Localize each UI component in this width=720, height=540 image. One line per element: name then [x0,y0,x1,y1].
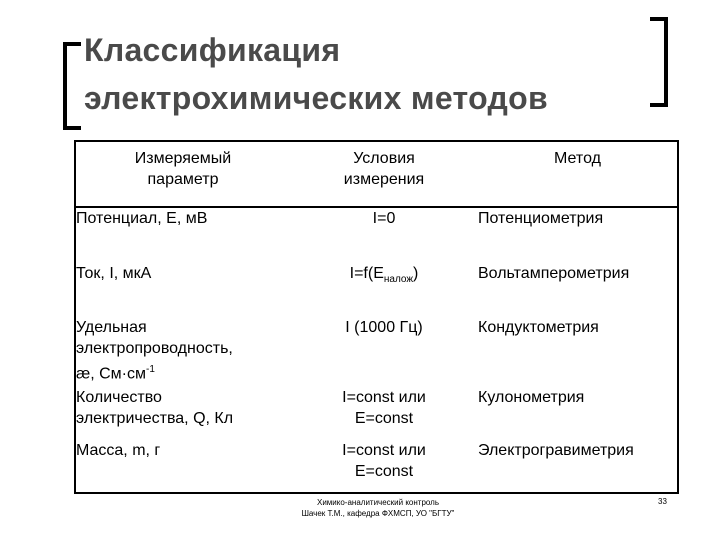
table-row [75,263,678,317]
header-parameter-text: Измеряемый параметр [134,150,232,188]
condition-cell: I=0 [372,210,396,228]
header-conditions [290,141,478,207]
table-row [75,207,678,262]
condition-line: I=const или [342,389,426,407]
condition-line: E=const [354,462,414,480]
condition-end: ) [413,264,419,282]
param-cell: Потенциал, Е, мВ [76,210,208,228]
param-cell: Масса, m, г [76,441,161,459]
slide-footer [266,497,490,519]
right-bracket-decoration [646,17,668,107]
param-cell: Ток, I, мкА [76,264,152,282]
title-line-1: Классификация [84,32,341,68]
condition-main: I=f(E [349,264,384,282]
condition-cell [290,263,478,317]
method-cell: Потенциометрия [478,210,604,228]
table-row [75,440,678,493]
condition-subscript: налож [383,273,414,285]
param-line: электропроводность, [76,339,233,357]
table-row [75,387,678,439]
param-superscript: -1 [146,363,155,375]
param-line: Удельная [76,318,147,336]
left-bracket-decoration [63,42,72,130]
condition-cell [290,440,478,493]
param-line: Количество [76,389,162,407]
param-line [76,359,290,384]
footer-line-2: Шачек Т.М., кафедра ФХМСП, УО "БГТУ" [301,509,455,518]
methods-table [74,140,679,494]
method-cell: Вольтамперометрия [478,264,630,282]
condition-line: E=const [354,410,414,428]
footer-line-1: Химико-аналитический контроль [316,498,440,507]
condition-line: I=const или [342,441,426,459]
param-cell [75,317,290,387]
header-conditions-text: Условия измерения [343,150,425,188]
header-method [478,141,678,207]
method-cell: Кулонометрия [478,389,585,407]
table-row [75,317,678,387]
header-parameter [75,141,290,207]
method-cell: Кондуктометрия [478,318,599,336]
table-header-row [75,141,678,207]
title-line-2: электрохимических методов [84,80,548,116]
param-unit: æ, См·см [76,365,146,383]
condition-cell [290,387,478,439]
param-line: электричества, Q, Кл [76,410,234,428]
param-cell [75,387,290,439]
slide-title [84,26,644,122]
method-cell: Электрогравиметрия [478,441,634,459]
condition-cell: I (1000 Гц) [345,318,423,336]
page-number: 33 [658,497,667,506]
header-method-text: Метод [554,150,601,167]
